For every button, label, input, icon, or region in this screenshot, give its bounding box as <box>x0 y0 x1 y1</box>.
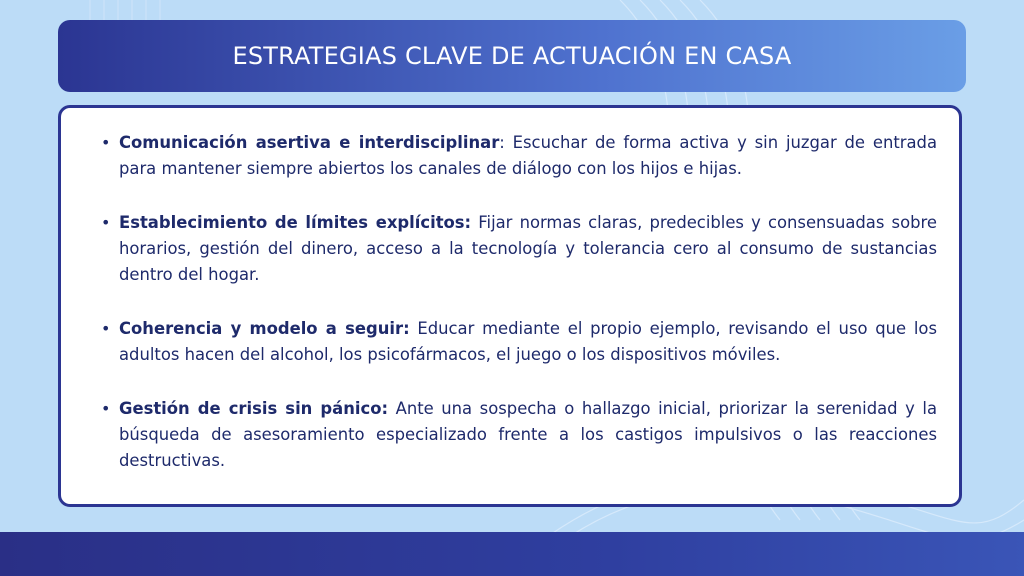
strategy-item-crisis <box>101 396 937 474</box>
title-bar <box>58 20 966 92</box>
bullet-icon: • <box>101 213 111 232</box>
strategy-item-communication <box>101 130 937 182</box>
strategy-list <box>101 130 937 502</box>
bullet-icon: • <box>101 133 111 152</box>
strategy-item-coherence <box>101 316 937 368</box>
strategy-description: Educar mediante el propio ejemplo, revisando el uso que los adultos hacen del alcohol, los psicofármacos, el juego o los dispositivos móviles. <box>119 319 937 364</box>
strategy-item-limits <box>101 210 937 288</box>
strategy-description: Fijar normas claras, predecibles y consensuadas sobre horarios, gestión del dinero, acceso a la tecnología y tolerancia cero al consumo de sustancias dentro del hogar. <box>119 213 937 284</box>
strategy-term: Comunicación asertiva e interdisciplinar <box>119 133 500 152</box>
strategy-term: Coherencia y modelo a seguir: <box>119 319 410 338</box>
bullet-icon: • <box>101 319 111 338</box>
strategy-description: Escuchar de forma activa y sin juzgar de entrada para mantener siempre abiertos los canales de diálogo con los hijos e hijas. <box>119 133 937 178</box>
strategy-term: Gestión de crisis sin pánico: <box>119 399 389 418</box>
strategy-separator: : <box>499 133 505 152</box>
content-card <box>58 105 962 507</box>
strategy-term: Establecimiento de límites explícitos: <box>119 213 472 232</box>
strategy-description: Ante una sospecha o hallazgo inicial, priorizar la serenidad y la búsqueda de asesoramiento especializado frente a los castigos impulsivos o las reacciones destructivas. <box>119 399 937 470</box>
bottom-band <box>0 532 1024 576</box>
bullet-icon: • <box>101 399 111 418</box>
slide-title: ESTRATEGIAS CLAVE DE ACTUACIÓN EN CASA <box>232 42 792 70</box>
